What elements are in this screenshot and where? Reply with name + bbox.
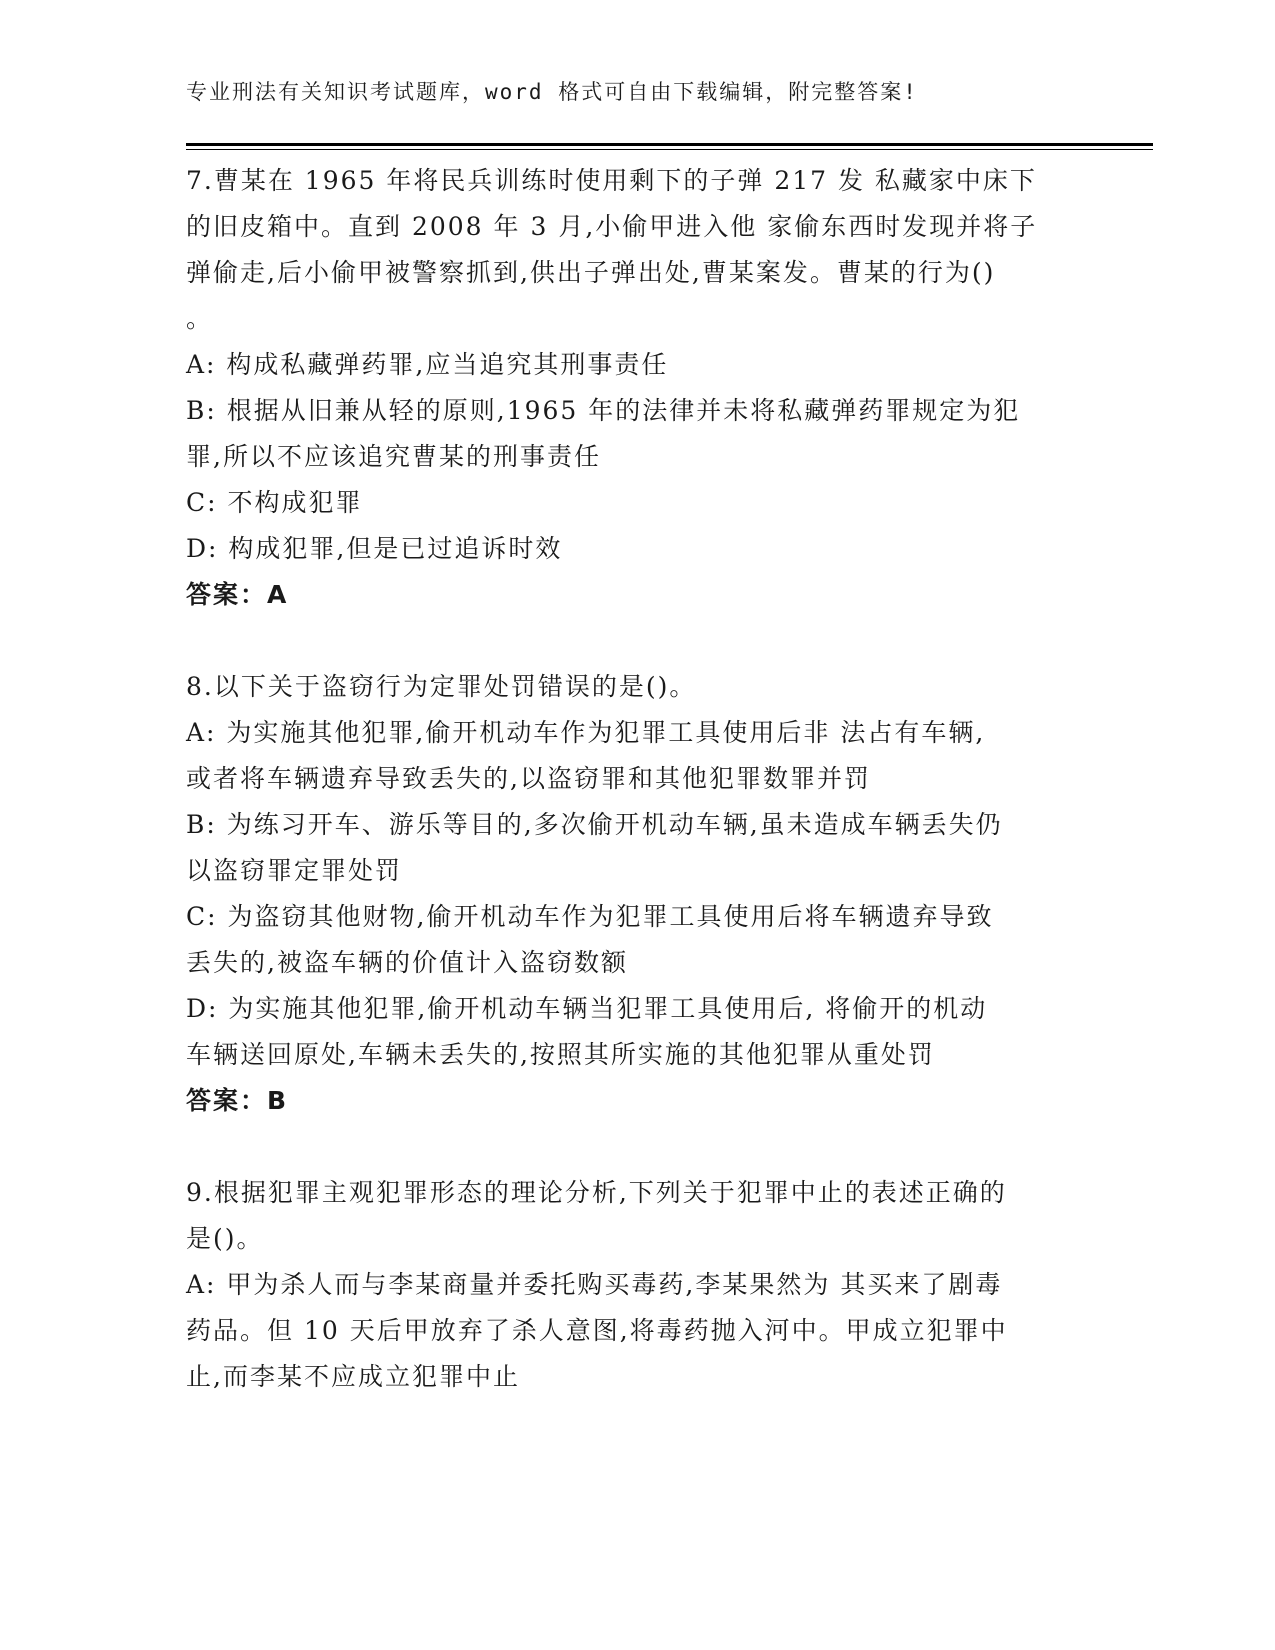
question-line: 是()。 bbox=[186, 1224, 264, 1253]
question-8 bbox=[186, 664, 1086, 1124]
header-rule-thin bbox=[186, 149, 1153, 150]
question-line: 。 bbox=[186, 304, 214, 333]
option-line: D: 构成犯罪,但是已过追诉时效 bbox=[186, 534, 563, 563]
question-spacer bbox=[186, 618, 1086, 664]
option-line: C: 不构成犯罪 bbox=[186, 488, 363, 517]
option-line: 罪,所以不应该追究曹某的刑事责任 bbox=[186, 442, 601, 471]
question-list bbox=[186, 158, 1086, 1400]
option-line: 车辆送回原处,车辆未丢失的,按照其所实施的其他犯罪从重处罚 bbox=[186, 1040, 935, 1069]
option-line: 或者将车辆遗弃导致丢失的,以盗窃罪和其他犯罪数罪并罚 bbox=[186, 764, 871, 793]
option-line: A: 构成私藏弹药罪,应当追究其刑事责任 bbox=[186, 350, 669, 379]
question-line: 8.以下关于盗窃行为定罪处罚错误的是()。 bbox=[186, 672, 697, 701]
option-line: B: 根据从旧兼从轻的原则,1965 年的法律并未将私藏弹药罪规定为犯 bbox=[186, 396, 1021, 425]
option-line: A: 为实施其他犯罪,偷开机动车作为犯罪工具使用后非 法占有车辆, bbox=[186, 718, 986, 747]
question-line: 7.曹某在 1965 年将民兵训练时使用剩下的子弹 217 发 私藏家中床下 bbox=[186, 166, 1037, 195]
option-line: D: 为实施其他犯罪,偷开机动车辆当犯罪工具使用后, 将偷开的机动 bbox=[186, 994, 988, 1023]
answer-line: 答案：A bbox=[186, 580, 289, 609]
header-rule-thick bbox=[186, 143, 1153, 146]
option-line: B: 为练习开车、游乐等目的,多次偷开机动车辆,虽未造成车辆丢失仍 bbox=[186, 810, 1003, 839]
question-7 bbox=[186, 158, 1086, 618]
question-9 bbox=[186, 1170, 1086, 1400]
option-line: 以盗窃罪定罪处罚 bbox=[186, 856, 403, 885]
answer-line: 答案：B bbox=[186, 1086, 289, 1115]
option-line: 丢失的,被盗车辆的价值计入盗窃数额 bbox=[186, 948, 628, 977]
option-line: A: 甲为杀人而与李某商量并委托购买毒药,李某果然为 其买来了剧毒 bbox=[186, 1270, 1003, 1299]
option-line: 止,而李某不应成立犯罪中止 bbox=[186, 1362, 520, 1391]
question-spacer bbox=[186, 1124, 1086, 1170]
question-line: 弹偷走,后小偷甲被警察抓到,供出子弹出处,曹某案发。曹某的行为() bbox=[186, 258, 996, 287]
question-line: 的旧皮箱中。直到 2008 年 3 月,小偷甲进入他 家偷东西时发现并将子 bbox=[186, 212, 1038, 241]
option-line: C: 为盗窃其他财物,偷开机动车作为犯罪工具使用后将车辆遗弃导致 bbox=[186, 902, 994, 931]
page-header: 专业刑法有关知识考试题库，word 格式可自由下载编辑，附完整答案! bbox=[186, 80, 918, 104]
question-line: 9.根据犯罪主观犯罪形态的理论分析,下列关于犯罪中止的表述正确的 bbox=[186, 1178, 1007, 1207]
option-line: 药品。但 10 天后甲放弃了杀人意图,将毒药抛入河中。甲成立犯罪中 bbox=[186, 1316, 1008, 1345]
